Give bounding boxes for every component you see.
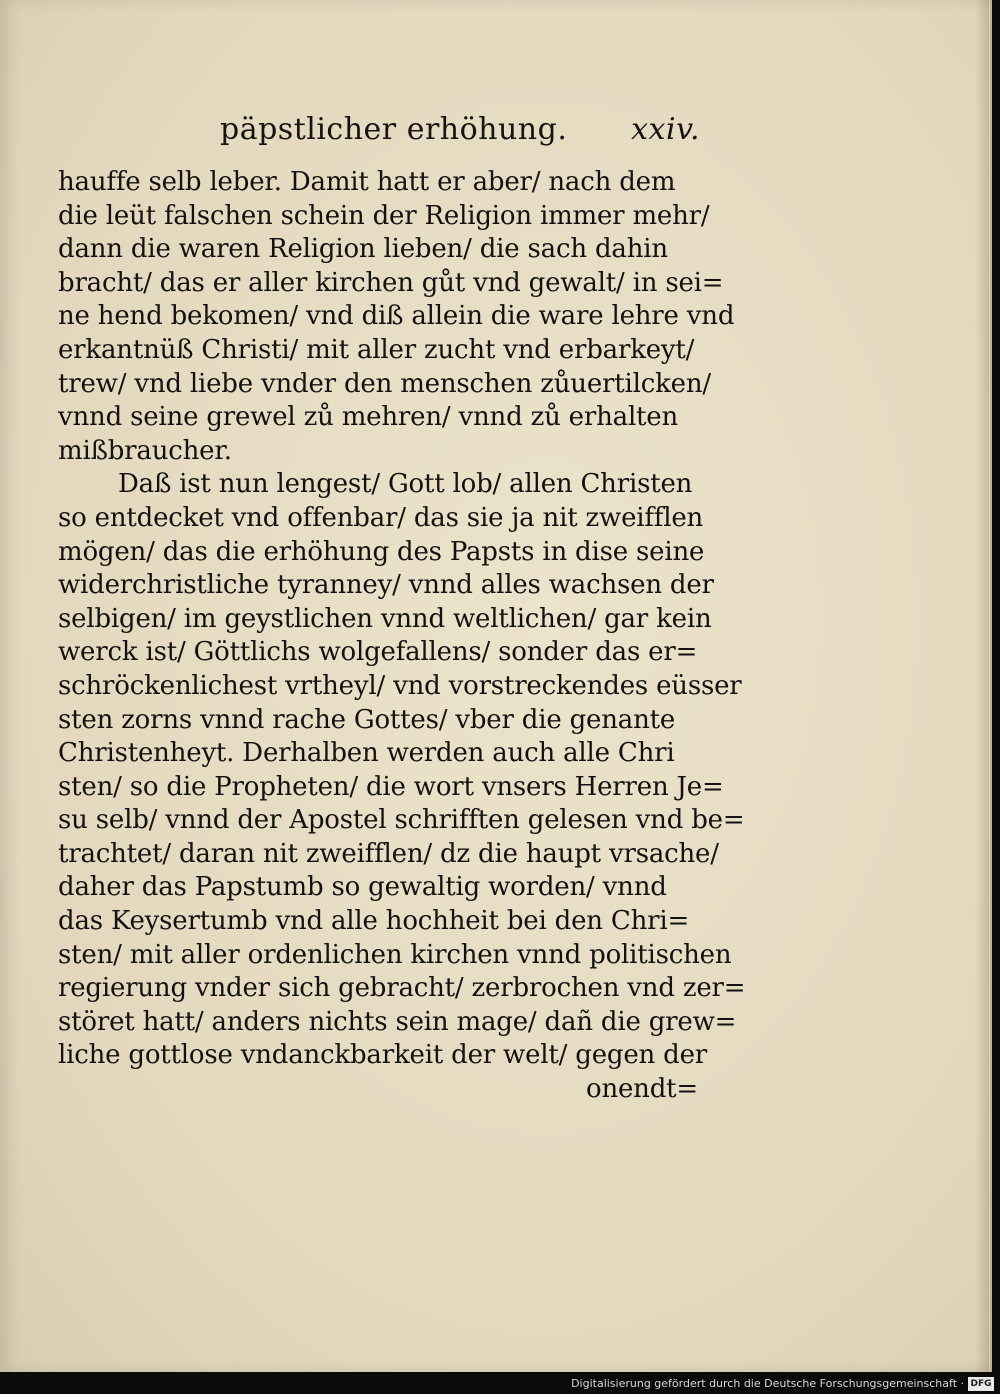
text-line: sten/ so die Propheten/ die wort vnsers Herren Je= <box>58 771 724 802</box>
text-line: regierung vnder sich gebracht/ zerbrochen vnd zer= <box>58 973 746 1004</box>
text-line: so entdecket vnd offenbar/ das sie ja nit zweifflen <box>58 502 704 533</box>
text-line: die leüt falschen schein der Religion immer mehr/ <box>58 200 710 231</box>
text-line: werck ist/ Göttlichs wolgefallens/ sonder das er= <box>58 637 698 668</box>
text-line: widerchristliche tyranney/ vnnd alles wachsen der <box>58 570 714 601</box>
text-line: Christenheyt. Derhalben werden auch alle Chri <box>58 738 675 769</box>
digitization-credit: Digitalisierung gefördert durch die Deutsche Forschungsgemeinschaft · <box>571 1377 964 1390</box>
text-line: liche gottlose vndanckbarkeit der welt/ gegen der <box>58 1040 708 1071</box>
text-block <box>58 166 746 1107</box>
paragraph-start-line: Daß ist nun lengest/ Gott lob/ allen Christen <box>118 469 693 500</box>
text-line: mögen/ das die erhöhung des Papsts in dise seine <box>58 536 705 567</box>
text-line: su selb/ vnnd der Apostel schrifften gelesen vnd be= <box>58 805 745 836</box>
text-line: trachtet/ daran nit zweifflen/ dz die haupt vrsache/ <box>58 838 719 869</box>
text-line: trew/ vnd liebe vnder den menschen zůuertilcken/ <box>58 368 711 399</box>
footer-bar <box>0 1372 1000 1394</box>
text-line: vnnd seine grewel zů mehren/ vnnd zů erhalten <box>58 402 679 433</box>
text-line: mißbraucher. <box>58 435 232 466</box>
text-line: daher das Papstumb so gewaltig worden/ vnnd <box>58 872 667 903</box>
text-line: ne hend bekomen/ vnd diß allein die ware lehre vnd <box>58 301 735 332</box>
text-line: störet hatt/ anders nichts sein mage/ dañ die grew= <box>58 1006 737 1037</box>
dfg-logo: DFG <box>968 1377 994 1391</box>
text-line: schröckenlichest vrtheyl/ vnd vorstreckendes eüsser <box>58 670 742 701</box>
running-title: päpstlicher erhöhung. <box>220 112 568 147</box>
catchword: onendt= <box>585 1074 698 1105</box>
text-line: das Keysertumb vnd alle hochheit bei den Chri= <box>58 906 690 937</box>
text-line: bracht/ das er aller kirchen gůt vnd gewalt/ in sei= <box>58 267 724 298</box>
text-line: erkantnüß Christi/ mit aller zucht vnd erbarkeyt/ <box>58 334 695 365</box>
page-header <box>220 112 700 156</box>
text-line: sten zorns vnnd rache Gottes/ vber die genante <box>58 704 676 735</box>
text-line: dann die waren Religion lieben/ die sach dahin <box>58 234 668 265</box>
text-line: hauffe selb leber. Damit hatt er aber/ nach dem <box>58 167 676 197</box>
text-line: sten/ mit aller ordenlichen kirchen vnnd politischen <box>58 939 732 970</box>
folio-number: xxiv. <box>631 112 700 147</box>
page-edge-shadow <box>975 0 989 1372</box>
text-line: selbigen/ im geystlichen vnnd weltlichen/ gar kein <box>58 603 712 634</box>
